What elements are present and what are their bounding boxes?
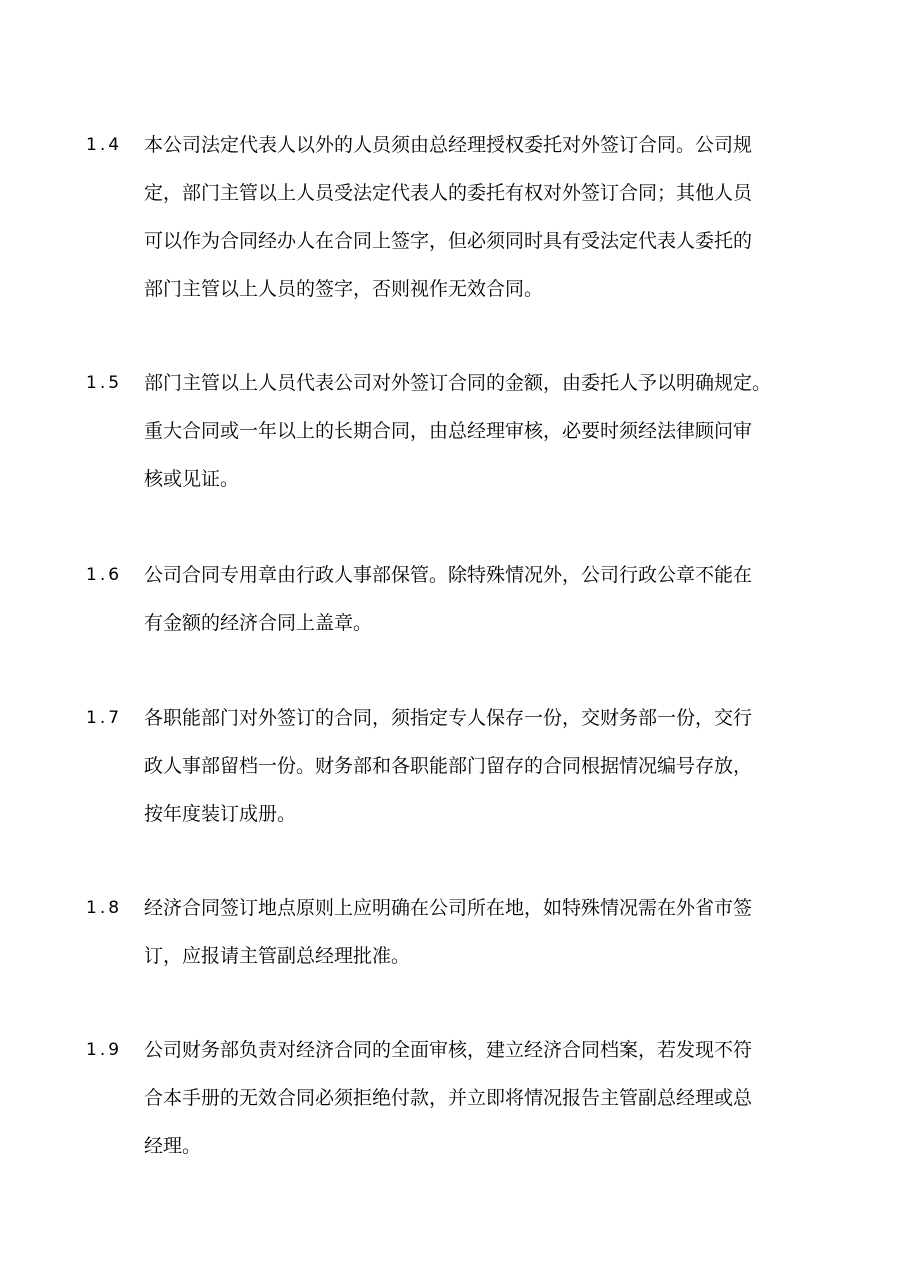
clause-line: 合本手册的无效合同必须拒绝付款，并立即将情况报告主管副总经理或总 [144, 1087, 753, 1109]
clause-number: 1.6 [86, 565, 123, 585]
clause-line: 经济合同签订地点原则上应明确在公司所在地，如特殊情况需在外省市签 [144, 897, 753, 919]
clause-line: 各职能部门对外签订的合同，须指定专人保存一份，交财务部一份，交行 [144, 707, 753, 729]
clause-line: 订，应报请主管副总经理批准。 [144, 945, 411, 967]
clause-number: 1.9 [86, 1040, 123, 1060]
clause-line: 部门主管以上人员的签字，否则视作无效合同。 [144, 278, 544, 300]
clause-text [144, 368, 844, 512]
clause-number: 1.7 [86, 708, 123, 728]
clause-number: 1.5 [86, 373, 123, 393]
clause-number: 1.4 [86, 135, 123, 155]
clause-text [144, 703, 844, 847]
clause-line: 可以作为合同经办人在合同上签字，但必须同时具有受法定代表人委托的 [144, 230, 753, 252]
clause-number: 1.8 [86, 898, 123, 918]
clause-text [144, 560, 844, 656]
clause-line: 公司财务部负责对经济合同的全面审核，建立经济合同档案，若发现不符 [144, 1039, 753, 1061]
clause-line: 定，部门主管以上人员受法定代表人的委托有权对外签订合同；其他人员 [144, 182, 753, 204]
clause-line: 公司合同专用章由行政人事部保管。除特殊情况外，公司行政公章不能在 [144, 564, 753, 586]
clause-line: 经理。 [144, 1135, 202, 1157]
clause-line: 本公司法定代表人以外的人员须由总经理授权委托对外签订合同。公司规 [144, 134, 753, 156]
clause-text [144, 1035, 844, 1179]
clause-line: 按年度装订成册。 [144, 803, 297, 825]
clause-line: 有金额的经济合同上盖章。 [144, 612, 373, 634]
clause-text [144, 893, 844, 989]
clause-line: 重大合同或一年以上的长期合同，由总经理审核，必要时须经法律顾问审 [144, 420, 753, 442]
clause-line: 核或见证。 [144, 468, 240, 490]
clause-line: 部门主管以上人员代表公司对外签订合同的金额，由委托人予以明确规定。 [144, 372, 772, 394]
clause-text [144, 130, 844, 322]
clause-line: 政人事部留档一份。财务部和各职能部门留存的合同根据情况编号存放， [144, 755, 753, 777]
